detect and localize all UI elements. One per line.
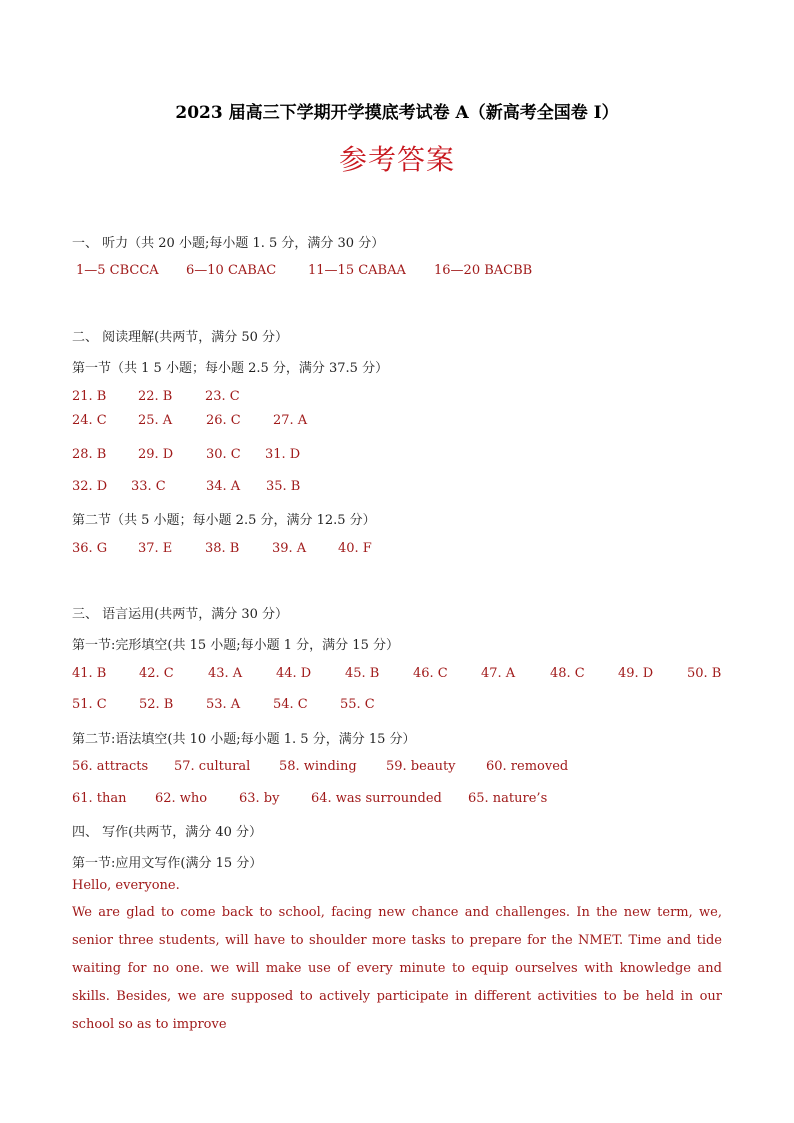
answer-item: 46. C (413, 666, 448, 681)
answer-item: 22. B (138, 389, 173, 404)
section1-heading: 一、 听力（共 20 小题;每小题 1. 5 分，满分 30 分） (72, 236, 385, 251)
section3-part2-heading: 第二节:语法填空(共 10 小题;每小题 1. 5 分，满分 15 分） (72, 732, 416, 747)
answer-item: 37. E (138, 541, 173, 556)
answer-item: 27. A (273, 413, 308, 428)
answer-item: 21. B (72, 389, 107, 404)
answer-item: 50. B (687, 666, 722, 681)
essay-greeting: Hello, everyone. (72, 878, 180, 893)
answer-item: 64. was surrounded (311, 791, 442, 806)
section2-heading: 二、 阅读理解(共两节，满分 50 分） (72, 330, 289, 345)
essay-body: We are glad to come back to school, facing new chance and challenges. In the new term, we, senior three students, will have to shoulder more tasks to prepare for the NMET. Time and tide waiting for no one. we will make use of every minute to equip ourselves with knowledge and skills. Besides, we are supposed to actively participate in different activities to be held in our school so as to improve (72, 905, 722, 1032)
answer-item: 63. by (239, 791, 280, 806)
answer-item: 36. G (72, 541, 108, 556)
section4-heading: 四、 写作(共两节，满分 40 分） (72, 825, 263, 840)
answer-item: 61. than (72, 791, 127, 806)
answer-item: 60. removed (486, 759, 569, 774)
section3-part1-heading: 第一节:完形填空(共 15 小题;每小题 1 分，满分 15 分） (72, 638, 399, 653)
section3-heading: 三、 语言运用(共两节，满分 30 分） (72, 607, 289, 622)
answer-item: 56. attracts (72, 759, 149, 774)
answer-item: 38. B (205, 541, 240, 556)
answer-item: 28. B (72, 447, 107, 462)
section4-part1-heading: 第一节:应用文写作(满分 15 分） (72, 856, 263, 871)
answer-item: 48. C (550, 666, 585, 681)
page-subtitle: 参考答案 (338, 143, 455, 176)
answer-item: 42. C (139, 666, 174, 681)
answer-item: 40. F (338, 541, 372, 556)
section2-part2-heading: 第二节（共 5 小题；每小题 2.5 分，满分 12.5 分） (72, 513, 376, 528)
answer-item: 39. A (272, 541, 307, 556)
answer-item: 57. cultural (174, 759, 251, 774)
answer-item: 24. C (72, 413, 107, 428)
answer-item: 30. C (206, 447, 241, 462)
answer-item: 52. B (139, 697, 174, 712)
answer-item: 6—10 CABAC (186, 263, 277, 278)
answer-item: 1—5 CBCCA (76, 263, 159, 278)
answer-item: 29. D (138, 447, 174, 462)
answer-item: 11—15 CABAA (308, 263, 406, 278)
answer-item: 55. C (340, 697, 375, 712)
answer-item: 58. winding (279, 759, 357, 774)
answer-item: 59. beauty (386, 759, 456, 774)
answer-item: 45. B (345, 666, 380, 681)
page-title: 2023 届高三下学期开学摸底考试卷 A（新高考全国卷 I） (175, 103, 619, 123)
answer-item: 51. C (72, 697, 107, 712)
answer-item: 26. C (206, 413, 241, 428)
answer-item: 35. B (266, 479, 301, 494)
answer-item: 49. D (618, 666, 654, 681)
answer-item: 62. who (155, 791, 208, 806)
answer-item: 31. D (265, 447, 301, 462)
section2-part1-heading: 第一节（共 1 5 小题；每小题 2.5 分，满分 37.5 分） (72, 361, 389, 376)
answer-item: 53. A (206, 697, 241, 712)
answer-item: 25. A (138, 413, 173, 428)
answer-item: 65. nature’s (468, 791, 548, 806)
answer-item: 47. A (481, 666, 516, 681)
answer-item: 16—20 BACBB (434, 263, 533, 278)
answer-item: 41. B (72, 666, 107, 681)
answer-item: 43. A (208, 666, 243, 681)
answer-item: 34. A (206, 479, 241, 494)
answer-item: 32. D (72, 479, 108, 494)
answer-item: 54. C (273, 697, 308, 712)
answer-item: 33. C (131, 479, 166, 494)
answer-item: 23. C (205, 389, 240, 404)
answer-item: 44. D (276, 666, 312, 681)
